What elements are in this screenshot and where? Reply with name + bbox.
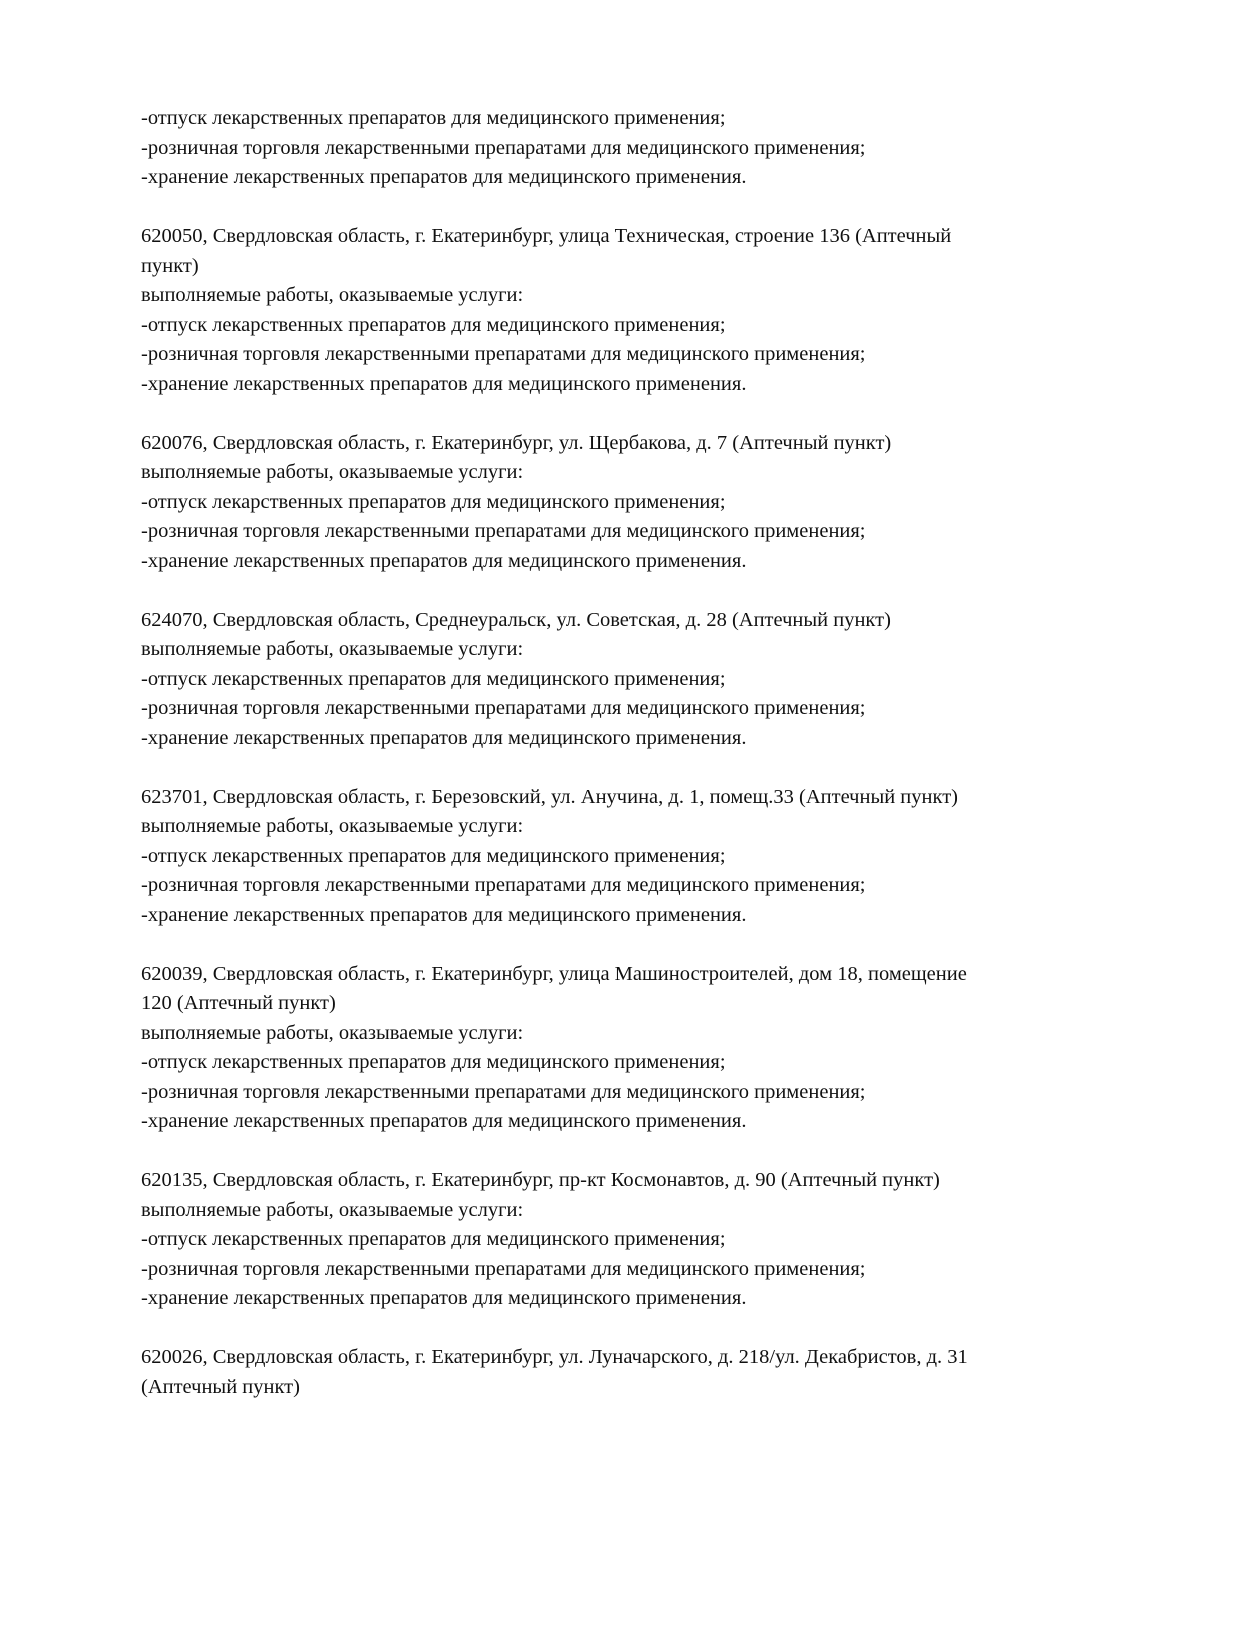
paragraph-gap [141, 1137, 1141, 1167]
service-line: -розничная торговля лекарственными препаратами для медицинского применения; [141, 136, 866, 159]
pharmacy-entry [141, 429, 1141, 577]
service-line: -хранение лекарственных препаратов для медицинского применения. [141, 903, 747, 926]
service-line: -хранение лекарственных препаратов для медицинского применения. [141, 372, 747, 395]
service-line: -розничная торговля лекарственными препаратами для медицинского применения; [141, 1080, 866, 1103]
services-heading: выполняемые работы, оказываемые услуги: [141, 1198, 524, 1221]
address-line: 120 (Аптечный пункт) [141, 992, 336, 1014]
service-line: -хранение лекарственных препаратов для медицинского применения. [141, 549, 747, 572]
service-line: -отпуск лекарственных препаратов для медицинского применения; [141, 490, 726, 513]
pharmacy-entry [141, 606, 1141, 754]
address-line: 620076, Свердловская область, г. Екатеринбург, ул. Щербакова, д. 7 (Аптечный пункт) [141, 431, 892, 454]
service-line: -розничная торговля лекарственными препаратами для медицинского применения; [141, 520, 866, 542]
service-line: -отпуск лекарственных препаратов для медицинского применения; [141, 1228, 726, 1250]
service-line: -розничная торговля лекарственными препаратами для медицинского применения; [141, 1257, 866, 1280]
service-line: -розничная торговля лекарственными препаратами для медицинского применения; [141, 697, 866, 719]
services-heading: выполняемые работы, оказываемые услуги: [141, 815, 524, 837]
paragraph-gap [141, 753, 1141, 783]
paragraph-gap [141, 1314, 1141, 1344]
address-line: пункт) [141, 254, 199, 277]
service-line: -розничная торговля лекарственными препаратами для медицинского применения; [141, 343, 866, 365]
service-line: -отпуск лекарственных препаратов для медицинского применения; [141, 313, 726, 336]
paragraph-gap [141, 399, 1141, 429]
services-heading: выполняемые работы, оказываемые услуги: [141, 638, 524, 660]
paragraph-gap [141, 930, 1141, 960]
address-line: 624070, Свердловская область, Среднеуральск, ул. Советская, д. 28 (Аптечный пункт) [141, 608, 891, 631]
service-line: -отпуск лекарственных препаратов для медицинского применения; [141, 107, 726, 129]
address-line: (Аптечный пункт) [141, 1375, 300, 1398]
services-heading: выполняемые работы, оказываемые услуги: [141, 1021, 524, 1044]
pharmacy-entry [141, 222, 1141, 399]
service-line: -хранение лекарственных препаратов для медицинского применения. [141, 1110, 747, 1132]
pharmacy-entry [141, 783, 1141, 931]
service-line: -отпуск лекарственных препаратов для медицинского применения; [141, 1051, 726, 1073]
paragraph-gap [141, 193, 1141, 223]
pharmacy-entry [141, 960, 1141, 1137]
address-line: 620135, Свердловская область, г. Екатеринбург, пр-кт Космонавтов, д. 90 (Аптечный пункт) [141, 1169, 940, 1191]
services-heading: выполняемые работы, оказываемые услуги: [141, 461, 524, 483]
paragraph-gap [141, 576, 1141, 606]
pharmacy-entry [141, 1343, 1141, 1402]
address-line: 620050, Свердловская область, г. Екатеринбург, улица Техническая, строение 136 (Аптечный [141, 225, 952, 247]
address-line: 620026, Свердловская область, г. Екатеринбург, ул. Луначарского, д. 218/ул. Декабристов, д. 31 [141, 1346, 968, 1368]
address-line: 623701, Свердловская область, г. Березовский, ул. Анучина, д. 1, помещ.33 (Аптечный пункт) [141, 785, 958, 808]
service-line: -хранение лекарственных препаратов для медицинского применения. [141, 726, 747, 749]
service-line: -хранение лекарственных препаратов для медицинского применения. [141, 166, 747, 188]
services-heading: выполняемые работы, оказываемые услуги: [141, 284, 524, 306]
intro-services-block [141, 104, 1141, 193]
service-line: -розничная торговля лекарственными препаратами для медицинского применения; [141, 874, 866, 896]
service-line: -отпуск лекарственных препаратов для медицинского применения; [141, 844, 726, 867]
pharmacy-entry [141, 1166, 1141, 1314]
document-body [141, 104, 1141, 1402]
address-line: 620039, Свердловская область, г. Екатеринбург, улица Машиностроителей, дом 18, помещение [141, 962, 967, 985]
service-line: -хранение лекарственных препаратов для медицинского применения. [141, 1287, 747, 1309]
service-line: -отпуск лекарственных препаратов для медицинского применения; [141, 667, 726, 690]
